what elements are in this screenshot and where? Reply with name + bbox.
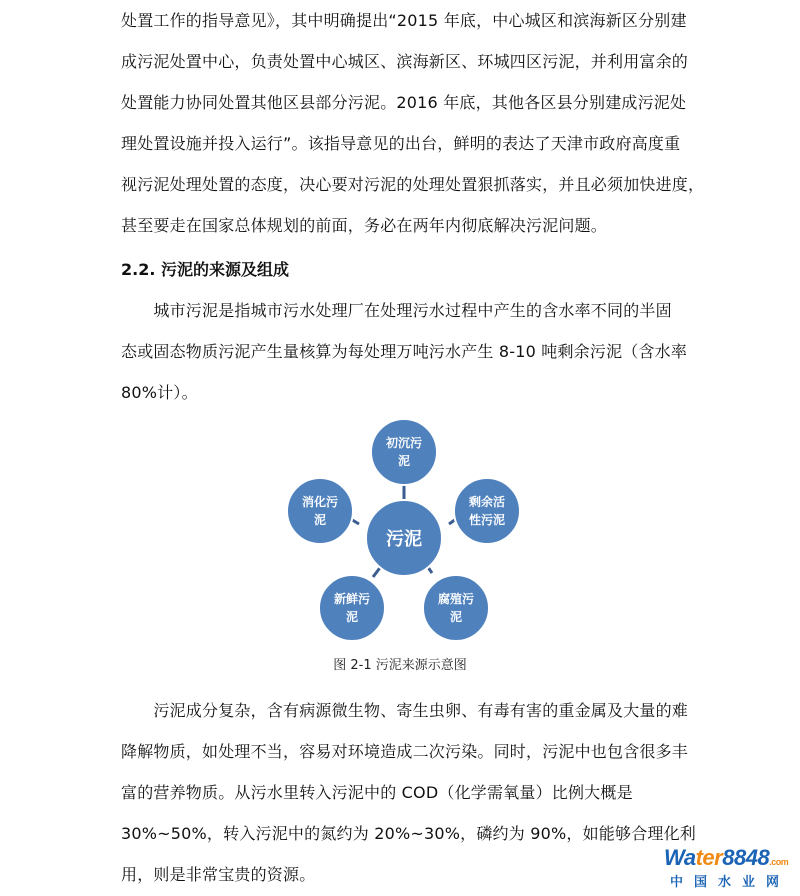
watermark-highlight: ter: [695, 845, 723, 870]
node-humus-sludge: [423, 575, 489, 641]
text-line: 30%~50%，转入污泥中的氮约为 20%~30%，磷约为 90%，如能够合理化利: [121, 824, 696, 843]
text-line: 成污泥处置中心，负责处置中心城区、滨海新区、环城四区污泥，并利用富余的: [121, 52, 689, 71]
center-label: 污泥: [386, 529, 422, 550]
source-paragraph: [121, 290, 688, 413]
text-line: 理处置设施并投入运行”。该指导意见的出台，鲜明的表达了天津市政府高度重: [121, 134, 681, 153]
text-line: 处置能力协同处置其他区县部分污泥。2016 年底，其他各区县分别建成污泥处: [121, 93, 687, 112]
node-label: 初沉污: [385, 436, 423, 450]
text-line: 视污泥处理处置的态度，决心要对污泥的处理处置狠抓落实，并且必须加快进度，: [121, 175, 705, 194]
node-label: 性污泥: [468, 513, 506, 527]
node-label: 腐殖污: [437, 592, 475, 606]
watermark-logo: [664, 846, 794, 892]
watermark-suffix: 8848: [722, 845, 770, 870]
figure-caption: 图 2-1 污泥来源示意图: [333, 658, 467, 673]
sludge-source-diagram: [270, 420, 540, 650]
watermark-wordmark: [664, 846, 794, 874]
intro-paragraph: [121, 0, 705, 246]
text-line: 80%计）。: [121, 383, 198, 402]
node-label: 剩余活: [468, 495, 506, 509]
text-line: 降解物质，如处理不当，容易对环境造成二次污染。同时，污泥中也包含很多丰: [121, 742, 689, 761]
node-label: 泥: [313, 513, 327, 527]
node-label: 消化污: [301, 495, 339, 509]
text-line: 富的营养物质。从污水里转入污泥中的 COD（化学需氧量）比例大概是: [121, 783, 633, 802]
node-label: 泥: [449, 610, 463, 624]
node-label: 泥: [345, 610, 359, 624]
node-label: 新鲜污: [333, 592, 371, 606]
node-fresh-sludge: [319, 575, 385, 641]
section-heading: 2.2. 污泥的来源及组成: [121, 260, 289, 279]
node-sludge-center: [366, 500, 442, 576]
text-line: 处置工作的指导意见》，其中明确提出“2015 年底，中心城区和滨海新区分别建: [121, 11, 687, 30]
watermark-prefix: Wa: [664, 845, 696, 870]
node-waste-activated-sludge: [454, 478, 520, 544]
watermark-domain: .com: [769, 857, 789, 867]
diagram-svg: [270, 420, 540, 650]
text-line: 城市污泥是指城市污水处理厂在处理污水过程中产生的含水率不同的半固: [121, 301, 672, 320]
node-digested-sludge: [287, 478, 353, 544]
node-primary-sludge: [371, 420, 437, 485]
node-label: 泥: [397, 454, 411, 468]
text-line: 态或固态物质污泥产生量核算为每处理万吨污水产生 8-10 吨剩余污泥（含水率: [121, 342, 688, 361]
text-line: 用，则是非常宝贵的资源。: [121, 865, 316, 884]
text-line: 甚至要走在国家总体规划的前面，务必在两年内彻底解决污泥问题。: [121, 216, 608, 235]
composition-paragraph: [121, 690, 696, 895]
watermark-site-name: 中国水业网: [670, 875, 791, 890]
text-line: 污泥成分复杂，含有病源微生物、寄生虫卵、有毒有害的重金属及大量的难: [121, 701, 689, 720]
